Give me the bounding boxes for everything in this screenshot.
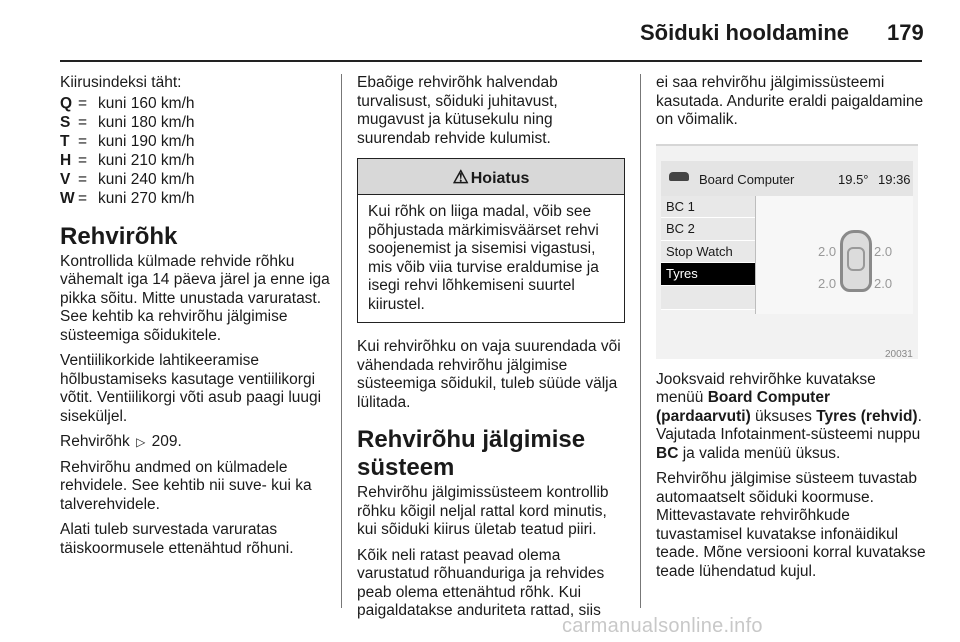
paragraph: Ebaõige rehvirõhk halvendab turvalisust, sõiduki juhitavust, mugavust ja kütusekulu ning suurendab rehvide kulumist.: [357, 74, 558, 147]
speed-value: kuni 190 km/h: [98, 132, 195, 150]
speed-code-row: [60, 171, 335, 190]
screen-title: Board Computer: [699, 171, 795, 187]
header-title: Sõiduki hooldamine: [640, 20, 850, 45]
equals-sign: =: [78, 94, 88, 112]
speed-code: H: [60, 151, 72, 169]
car-icon: [669, 172, 689, 181]
menu-name-bold: Board Computer (pardaarvuti): [656, 389, 830, 425]
paragraph: Ventiilikorkide lahtikeeramise hõlbustamiseks kasutage ventiilikorgi võtit. Ventiilikorgi võti asub paagi luugi siseküljel.: [60, 352, 322, 425]
text-run: üksuses: [750, 407, 817, 425]
tyre-pressure-rear-left: 2.0: [818, 275, 837, 291]
paragraph: Kontrollida külmade rehvide rõhku vähemalt iga 14 päeva järel ja enne iga pikka sõitu. Mitte unustada varuratast. See kehtib ka rehvirõhu jälgimise süsteemiga sõidukitele.: [60, 252, 330, 344]
screen-menu-item-selected: Tyres: [661, 263, 755, 286]
screen-menu-item: BC 1: [661, 196, 755, 219]
speed-value: kuni 180 km/h: [98, 113, 195, 131]
figure-code: 20031: [885, 348, 913, 360]
paragraph: Rehvirõhu andmed on külmadele rehvidele. See kehtib nii suve- kui ka talverehvidele.: [60, 458, 312, 513]
speed-value: kuni 240 km/h: [98, 170, 195, 188]
warning-box: [357, 158, 625, 323]
equals-sign: =: [78, 151, 88, 169]
speed-value: kuni 160 km/h: [98, 94, 195, 112]
equals-sign: =: [78, 132, 88, 150]
menu-item-bold: Tyres (rehvid): [816, 407, 918, 425]
tyre-pressure-front-right: 2.0: [874, 243, 893, 259]
screen-menu: [661, 196, 755, 310]
tyre-pressure-front-left: 2.0: [818, 243, 837, 259]
header-divider: [60, 60, 922, 62]
warning-title: Hoiatus: [470, 170, 530, 187]
warning-triangle-icon: ⚠: [452, 167, 469, 187]
equals-sign: =: [78, 189, 88, 207]
warning-body: Kui rõhk on liiga madal, võib see põhjustada märkimisväärset rehvi soojenemist ja sisemisi vigastusi, mis võib viia turvise eraldumise ja isegi rehvi lõhkemiseni suurtel kiirustel.: [368, 203, 599, 313]
paragraph: Rehvirõhu jälgimissüsteem kontrollib rõhku kõigil neljal rattal kord minutis, kui sõiduki kiirus ületab teatud piiri.: [357, 484, 609, 538]
speed-value: kuni 210 km/h: [98, 151, 195, 169]
button-name-bold: BC: [656, 444, 679, 462]
speed-codes-list: [60, 95, 335, 209]
section-heading-tpms: Rehvirõhu jälgimise süsteem: [357, 426, 586, 481]
equals-sign: =: [78, 113, 88, 131]
warning-header: [358, 159, 624, 195]
car-top-view-icon: [840, 230, 872, 292]
screen-menu-item: Stop Watch: [661, 241, 755, 264]
column-3: [656, 74, 926, 588]
screen-title-bar: [661, 161, 913, 196]
section-heading-tyre-pressure: Rehvirõhk: [60, 222, 178, 250]
tyre-pressure-rear-right: 2.0: [874, 275, 893, 291]
equals-sign: =: [78, 170, 88, 188]
speed-code-row: [60, 152, 335, 171]
text-run: ja valida menüü üksus.: [678, 444, 841, 462]
column-divider: [640, 74, 641, 608]
screen-menu-item: BC 2: [661, 218, 755, 241]
watermark: carmanualsonline.info: [562, 615, 763, 637]
column-1: [60, 74, 335, 565]
speed-code-row: [60, 133, 335, 152]
board-computer-screen-figure: [656, 144, 918, 359]
speed-code: V: [60, 170, 71, 188]
paragraph: [656, 371, 926, 464]
arrow-ref-icon: ▷: [136, 435, 146, 449]
paragraph: Kõik neli ratast peavad olema varustatud rõhuanduriga ja rehvides peab olema ettenähtud rõhk. Kui paigaldatakse anduriteta rattad, siis: [357, 546, 605, 619]
screen-time: 19:36: [878, 171, 911, 187]
text-run: Jooksvaid rehvirõhke kuvatakse menüü: [656, 370, 876, 406]
paragraph: ei saa rehvirõhu jälgimissüsteemi kasutada. Andurite eraldi paigaldamine on võimalik.: [656, 74, 924, 128]
speed-code: Q: [60, 94, 73, 112]
screen-menu-empty: [661, 286, 755, 310]
reference-page: 209.: [151, 433, 182, 450]
speed-index-title: Kiirusindeksi täht:: [60, 74, 182, 91]
speed-code: S: [60, 113, 71, 131]
reference-label: Rehvirõhk: [60, 433, 130, 450]
text-run: . Vajutada Infotainment-süsteemi nuppu: [656, 407, 922, 443]
speed-code-row: [60, 95, 335, 114]
paragraph: Rehvirõhu jälgimise süsteem tuvastab automaatselt sõiduki koormuse. Mittevastavate rehvirõhkude tuvastamisel kuvatakse infonäidikul teade. Mõne versiooni korral kuvatakse teade lühendatud kujul.: [656, 470, 926, 580]
speed-value: kuni 270 km/h: [98, 189, 195, 207]
paragraph: Alati tuleb survestada varuratas täiskoormusele ettenähtud rõhuni.: [60, 521, 294, 557]
page-number: 179: [887, 20, 924, 45]
screen-temperature: 19.5°: [838, 171, 869, 187]
cross-reference: [60, 433, 335, 452]
column-2: [357, 74, 625, 628]
speed-code-row: [60, 190, 335, 209]
speed-code-row: [60, 114, 335, 133]
speed-code: W: [60, 189, 75, 207]
paragraph: Kui rehvirõhku on vaja suurendada või vähendada rehvirõhu jälgimise süsteemiga sõidukil, tuleb süüde välja lülitada.: [357, 338, 621, 411]
speed-code: T: [60, 132, 70, 150]
column-divider: [341, 74, 342, 608]
